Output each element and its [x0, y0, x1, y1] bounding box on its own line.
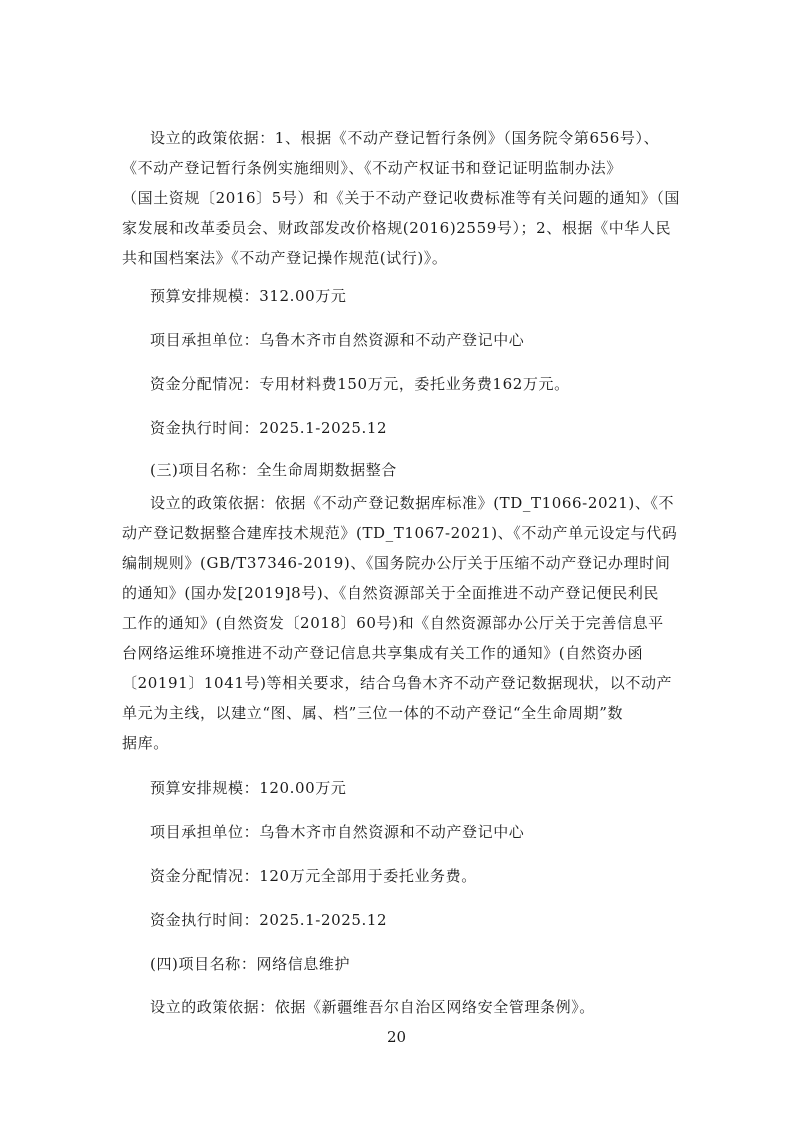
paragraph-line: 设立的政策依据：依据《新疆维吾尔自治区网络安全管理条例》。 — [150, 998, 595, 1016]
allocation-line: 资金分配情况：专用材料费150万元，委托业务费162万元。 — [150, 375, 570, 393]
unit-line: 项目承担单位：乌鲁木齐市自然资源和不动产登记中心 — [150, 331, 525, 349]
paragraph-line: 据库。 — [122, 734, 169, 752]
paragraph-line: 的通知》(国办发[2019]8号)、《自然资源部关于全面推进不动产登记便民利民 — [122, 584, 660, 602]
section-heading: (四)项目名称：网络信息维护 — [150, 955, 351, 973]
paragraph-line: 台网络运维环境推进不动产登记信息共享集成有关工作的通知》(自然资办函 — [122, 644, 644, 662]
paragraph-line: 设立的政策依据：1、根据《不动产登记暂行条例》（国务院令第656号）、 — [150, 129, 660, 147]
page-number: 20 — [386, 1028, 407, 1046]
paragraph-line: 设立的政策依据：依据《不动产登记数据库标准》(TD_T1066-2021)、《不 — [150, 494, 675, 512]
budget-line: 预算安排规模：312.00万元 — [150, 287, 347, 305]
paragraph-line: 《不动产登记暂行条例实施细则》、《不动产权证书和登记证明监制办法》 — [122, 159, 622, 177]
timeframe-line: 资金执行时间：2025.1-2025.12 — [150, 419, 388, 437]
paragraph-line: 动产登记数据整合建库技术规范》(TD_T1067-2021)、《不动产单元设定与代码 — [122, 524, 678, 542]
section-heading: (三)项目名称：全生命周期数据整合 — [150, 461, 397, 479]
timeframe-line: 资金执行时间：2025.1-2025.12 — [150, 911, 388, 929]
unit-line: 项目承担单位：乌鲁木齐市自然资源和不动产登记中心 — [150, 823, 525, 841]
allocation-line: 资金分配情况：120万元全部用于委托业务费。 — [150, 867, 477, 885]
paragraph-line: 编制规则》(GB/T37346-2019)、《国务院办公厅关于压缩不动产登记办理时间 — [122, 554, 671, 572]
paragraph-line: 〔20191〕1041号)等相关要求，结合乌鲁木齐不动产登记数据现状，以不动产 — [122, 674, 673, 692]
paragraph-line: （国土资规〔2016〕5号）和《关于不动产登记收费标准等有关问题的通知》（国 — [122, 189, 681, 207]
paragraph-line: 单元为主线，以建立“图、属、档”三位一体的不动产登记“全生命周期”数 — [122, 704, 624, 722]
paragraph-line: 共和国档案法》《不动产登记操作规范(试行)》。 — [122, 249, 448, 267]
budget-line: 预算安排规模：120.00万元 — [150, 779, 347, 797]
paragraph-line: 工作的通知》(自然资发〔2018〕60号)和《自然资源部办公厅关于完善信息平 — [122, 614, 664, 632]
paragraph-line: 家发展和改革委员会、财政部发改价格规(2016)2559号）；2、根据《中华人民 — [122, 219, 672, 237]
